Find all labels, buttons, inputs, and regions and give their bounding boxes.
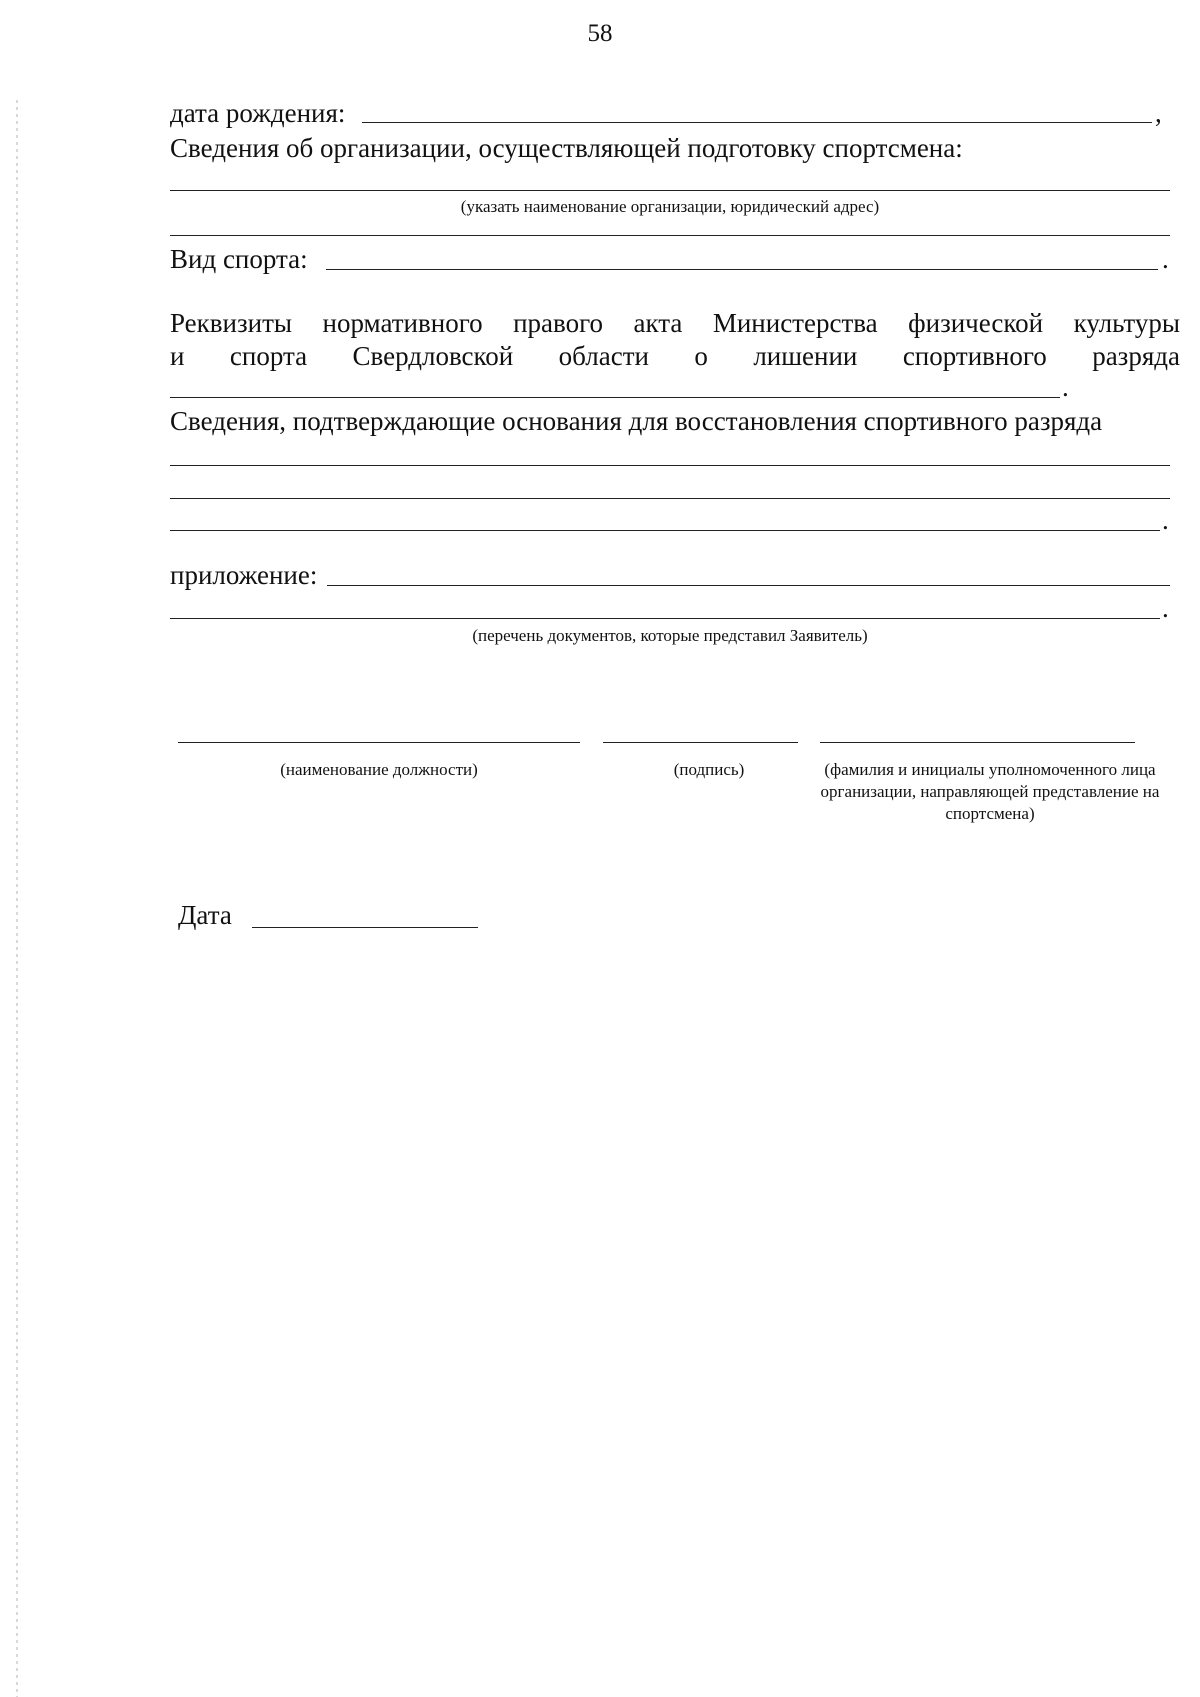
attachment-hint: (перечень документов, которые представил Заявитель) <box>472 626 868 645</box>
date-field[interactable] <box>252 927 478 928</box>
page-number: 58 <box>587 20 613 47</box>
attachment-label: приложение: <box>170 560 318 590</box>
signature-field[interactable] <box>603 742 798 743</box>
organization-label: Сведения об организации, осуществляющей подготовку спортсмена: <box>170 133 963 163</box>
sport-field[interactable] <box>326 269 1158 270</box>
act-text-line-2: и спорта Свердловской области о лишении спортивного разряда <box>170 341 1180 371</box>
sport-label: Вид спорта: <box>170 244 308 274</box>
organization-field-line-2[interactable] <box>170 235 1170 236</box>
act-field[interactable] <box>170 397 1060 398</box>
name-field[interactable] <box>820 742 1135 743</box>
grounds-field-line-2[interactable] <box>170 498 1170 499</box>
grounds-field-line-3[interactable] <box>170 530 1160 531</box>
position-caption: (наименование должности) <box>280 760 478 779</box>
grounds-label: Сведения, подтверждающие основания для восстановления спортивного разряда <box>170 406 1103 436</box>
grounds-end-mark: . <box>1162 505 1169 535</box>
attachment-field-line-1[interactable] <box>327 585 1170 586</box>
date-label: Дата <box>178 900 232 930</box>
birth-date-label: дата рождения: <box>170 98 346 128</box>
organization-hint: (указать наименование организации, юридический адрес) <box>460 197 880 216</box>
scan-edge <box>16 100 18 1697</box>
signature-caption: (подпись) <box>673 760 745 779</box>
act-text-line-1: Реквизиты нормативного правого акта Министерства физической культуры <box>170 308 1180 338</box>
name-caption: (фамилия и инициалы уполномоченного лица организации, направляющей представление на спортсмена) <box>820 760 1160 823</box>
position-field[interactable] <box>178 742 580 743</box>
grounds-field-line-1[interactable] <box>170 465 1170 466</box>
attachment-end-mark: . <box>1162 593 1169 623</box>
birth-date-end-mark: , <box>1155 98 1162 128</box>
sport-end-mark: . <box>1162 244 1169 274</box>
organization-field-line-1[interactable] <box>170 190 1170 191</box>
attachment-field-line-2[interactable] <box>170 618 1160 619</box>
birth-date-field[interactable] <box>362 122 1152 123</box>
act-end-mark: . <box>1062 372 1069 402</box>
